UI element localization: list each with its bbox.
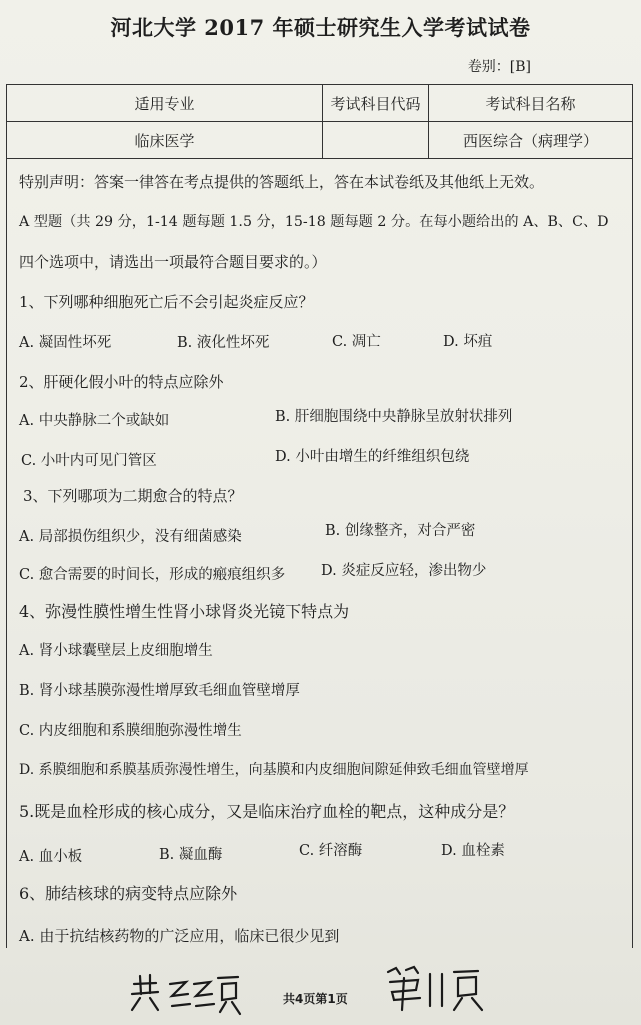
info-table-header-row [7, 85, 633, 122]
value-subject-code [323, 122, 429, 159]
question-6-option-a: A. 由于抗结核药物的广泛应用，临床已很少见到 [19, 927, 340, 945]
question-1-stem: 1、下列哪种细胞死亡后不会引起炎症反应？ [19, 293, 314, 311]
value-major: 临床医学 [7, 122, 323, 159]
info-table-value-row [7, 122, 633, 159]
question-4-option-c: C. 内皮细胞和系膜细胞弥漫性增生 [19, 723, 242, 739]
paper-code: 卷别：[B] [467, 59, 531, 75]
question-4-stem: 4、弥漫性膜性增生性肾小球肾炎光镜下特点为 [19, 602, 350, 621]
question-5-stem: 5.既是血栓形成的核心成分，又是临床治疗血栓的靶点，这种成分是？ [19, 802, 515, 821]
section-a-line-2: 四个选项中，请选出一项最符合题目要求的。） [19, 253, 327, 271]
exam-info-table [6, 84, 633, 159]
handwritten-page-number [382, 964, 492, 1016]
header-subject-name: 考试科目名称 [429, 85, 633, 122]
handwritten-total-pages [126, 970, 246, 1018]
question-4-option-d: D. 系膜细胞和系膜基质弥漫性增生，向基膜和内皮细胞间隙延伸致毛细血管壁增厚 [19, 762, 529, 778]
question-4-option-a: A. 肾小球囊壁层上皮细胞增生 [19, 643, 213, 659]
question-3-option-a: A. 局部损伤组织少，没有细菌感染 [19, 529, 242, 545]
page-indicator: 共4页第1页 [283, 992, 348, 1006]
question-1-option-a: A. 凝固性坏死 [19, 335, 112, 351]
special-notice: 特别声明：答案一律答在考点提供的答题纸上，答在本试卷纸及其他纸上无效。 [19, 173, 545, 191]
question-2-option-d: D. 小叶由增生的纤维组织包绕 [275, 449, 470, 465]
value-subject-name: 西医综合（病理学） [429, 122, 633, 159]
question-5-option-a: A. 血小板 [19, 849, 83, 865]
question-3-stem: 3、下列哪项为二期愈合的特点？ [23, 487, 243, 505]
question-1-option-b: B. 液化性坏死 [177, 335, 270, 351]
question-3-option-d: D. 炎症反应轻，渗出物少 [321, 563, 487, 579]
question-3-option-b: B. 创缘整齐，对合严密 [325, 523, 476, 539]
question-5-option-d: D. 血栓素 [441, 843, 505, 859]
header-subject-code: 考试科目代码 [323, 85, 429, 122]
question-3-option-c: C. 愈合需要的时间长，形成的瘢痕组织多 [19, 567, 286, 583]
question-2-option-b: B. 肝细胞围绕中央静脉呈放射状排列 [275, 409, 513, 425]
question-5-option-b: B. 凝血酶 [159, 847, 223, 863]
question-1-option-d: D. 坏疽 [443, 334, 493, 350]
exam-title: 河北大学 2017 年硕士研究生入学考试试卷 [110, 15, 531, 40]
question-2-stem: 2、肝硬化假小叶的特点应除外 [19, 373, 224, 391]
question-2-option-a: A. 中央静脉二个或缺如 [19, 413, 170, 429]
question-2-option-c: C. 小叶内可见门管区 [21, 453, 157, 469]
question-5-option-c: C. 纤溶酶 [299, 843, 363, 859]
question-1-option-c: C. 凋亡 [332, 334, 381, 350]
questions-box [6, 158, 633, 948]
question-4-option-b: B. 肾小球基膜弥漫性增厚致毛细血管壁增厚 [19, 683, 300, 699]
question-6-stem: 6、肺结核球的病变特点应除外 [19, 884, 238, 903]
section-a-line-1: A 型题（共 29 分，1-14 题每题 1.5 分，15-18 题每题 2 分。在每小题给出的 A、B、C、D [19, 214, 609, 230]
header-major: 适用专业 [7, 85, 323, 122]
